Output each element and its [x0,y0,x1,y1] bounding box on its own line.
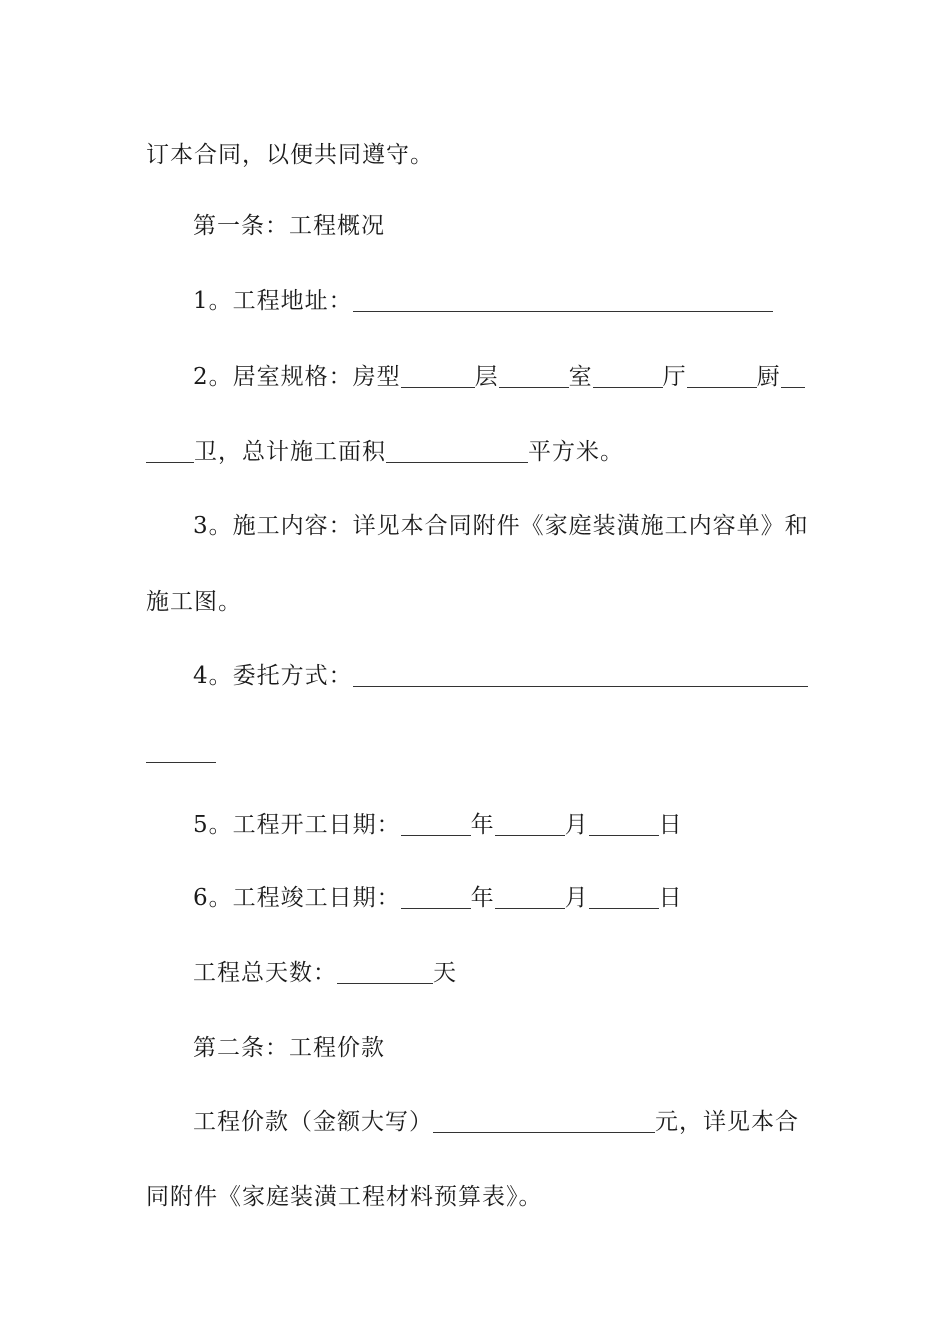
text-intro-end: 订本合同，以便共同遵守。 [146,142,434,168]
item-1-address [193,281,857,321]
blank-start-month [495,811,565,836]
blank-kitchens [687,363,757,388]
label-project-address: 1。工程地址： [193,288,353,314]
unit-floor: 层 [474,364,499,390]
item-4-commission-cont [146,732,810,772]
unit-room: 室 [568,364,593,390]
price-line [193,1102,857,1142]
unit-hall: 厅 [662,364,687,390]
text-construction-content: 3。施工内容：详见本合同附件《家庭装潢施工内容单》和 [193,513,809,539]
unit-days: 天 [433,960,457,986]
item-4-commission [193,656,857,696]
item-5-start-date [193,805,857,845]
item-2-room-spec [193,357,857,397]
label-room-spec: 2。居室规格：房型 [193,364,401,390]
unit-end-day: 日 [658,885,683,911]
total-days [193,953,857,993]
heading-project-overview: 第一条：工程概况 [193,213,385,239]
item-2-room-spec-cont [146,432,810,472]
blank-bathrooms-start [781,363,805,388]
label-total-days: 工程总天数： [193,960,337,986]
blank-end-day [589,884,659,909]
section-heading-2 [193,1028,857,1068]
label-price-uppercase: 工程价款（金额大写） [193,1109,433,1135]
blank-start-day [589,811,659,836]
blank-end-month [495,884,565,909]
label-start-date: 5。工程开工日期： [193,812,401,838]
blank-floors [401,363,475,388]
text-yuan-see: 元，详见本合 [655,1109,799,1135]
unit-start-day: 日 [658,812,683,838]
blank-commission [353,662,808,687]
blank-price [433,1108,655,1133]
blank-rooms [499,363,569,388]
blank-bathrooms-end [146,438,194,463]
blank-halls [593,363,663,388]
unit-start-year: 年 [470,812,495,838]
section-heading-1 [193,206,857,246]
item-3-content [193,506,857,546]
label-total-area: 卫，总计施工面积 [194,439,386,465]
unit-start-month: 月 [564,812,589,838]
item-6-end-date [193,878,857,918]
unit-end-year: 年 [470,885,495,911]
unit-end-month: 月 [564,885,589,911]
text-budget-attachment: 同附件《家庭装潢工程材料预算表》。 [146,1184,543,1210]
price-line-cont [146,1177,810,1217]
unit-square-meters: 平方米。 [528,439,624,465]
label-end-date: 6。工程竣工日期： [193,885,401,911]
unit-kitchen: 厨 [756,364,781,390]
label-commission-method: 4。委托方式： [193,663,353,689]
blank-address [353,287,773,312]
heading-project-price: 第二条：工程价款 [193,1035,385,1061]
blank-area [386,438,528,463]
blank-end-year [401,884,471,909]
blank-commission-cont [146,738,216,763]
blank-total-days [337,959,433,984]
item-3-content-cont [146,582,810,622]
text-construction-drawing: 施工图。 [146,589,242,615]
blank-start-year [401,811,471,836]
paragraph-intro-end [146,135,810,175]
